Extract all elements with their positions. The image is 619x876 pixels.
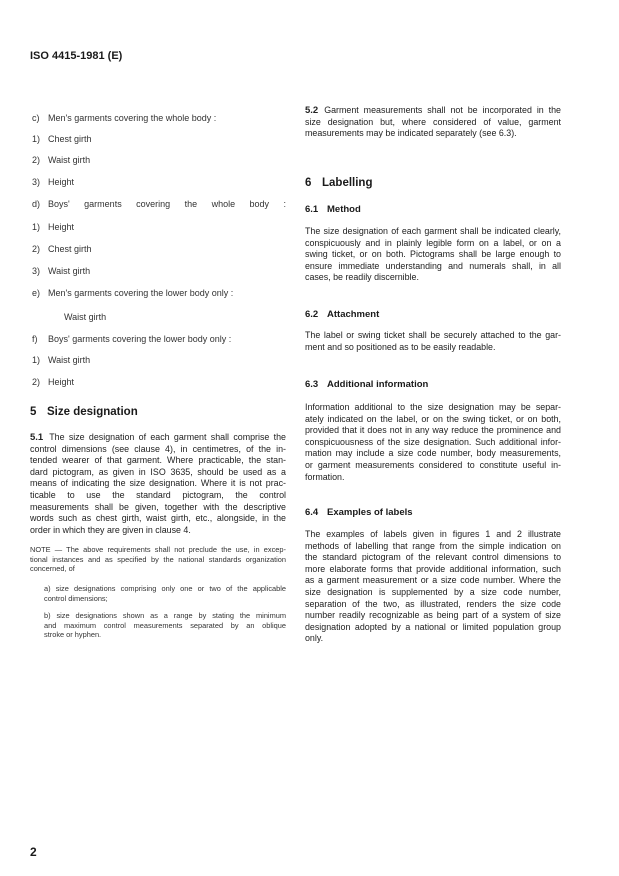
text-line: cases, be readily discernible. bbox=[305, 272, 419, 283]
text-line: tended wearer of that garment. Where practicable, the stan- bbox=[30, 455, 286, 466]
text-line: The size designation of each garment shall be indicated clearly, bbox=[305, 226, 561, 236]
list-item bbox=[64, 312, 106, 322]
text-line: more elaborate forms that provide additional information, such bbox=[305, 563, 561, 574]
text-line: methods of labelling that range from the simple indication on bbox=[305, 540, 561, 551]
text-line: conspicuousness of the size designation. Such additional infor- bbox=[305, 436, 561, 447]
line-text: The size designation of each garment shall comprise the bbox=[49, 432, 286, 442]
list-item-label: e) bbox=[32, 288, 41, 298]
text-line: designation adopted by a national or limited population group bbox=[305, 621, 561, 632]
clause-number: 6.3 bbox=[305, 379, 319, 390]
note bbox=[30, 545, 286, 574]
text-line: concerned, of bbox=[30, 564, 75, 574]
list-item-text: Men's garments covering the lower body only : bbox=[48, 288, 234, 298]
clause-6-1-text bbox=[305, 226, 561, 284]
text-line: only. bbox=[305, 633, 324, 644]
list-item-text: Boys' garments covering the whole body : bbox=[48, 199, 286, 209]
list-item-label: c) bbox=[32, 113, 40, 123]
list-item-label: 2) bbox=[32, 377, 41, 387]
text-line: tional instances and as specified by the national standards organization bbox=[30, 554, 286, 564]
list-item-text: Boys' garments covering the lower body only : bbox=[48, 334, 232, 344]
text-line: b) size designations shown as a range by stating the minimum bbox=[44, 611, 286, 620]
line-text: Garment measurements shall not be incorporated in the bbox=[324, 105, 561, 115]
text-line: conspicuously and in plainly legible form on a label, or on a bbox=[305, 237, 561, 248]
list-item-text: Height bbox=[48, 222, 75, 232]
text-line: NOTE — The above requirements shall not preclude the use, in excep- bbox=[30, 545, 286, 554]
list-item-text: Height bbox=[48, 377, 75, 387]
list-item bbox=[32, 113, 216, 123]
clause-title: Examples of labels bbox=[327, 507, 413, 518]
text-line: provided that it does not in any way reduce the prominence and bbox=[305, 425, 561, 436]
list-item-text: Waist girth bbox=[48, 355, 91, 365]
heading-6-2 bbox=[305, 309, 379, 320]
text-line: number readily recognizable as being part of a system of size bbox=[305, 610, 561, 621]
document-header: ISO 4415-1981 (E) bbox=[30, 50, 123, 62]
clause-title: Method bbox=[327, 204, 361, 215]
text-line bbox=[30, 432, 286, 444]
list-item-text: Waist girth bbox=[48, 155, 91, 165]
list-item bbox=[32, 334, 231, 344]
text-line: ment and so positioned as to be easily readable. bbox=[305, 341, 496, 352]
text-line: The label or swing ticket shall be securely attached to the gar- bbox=[305, 330, 561, 340]
text-line: control dimensions (see clause 4), in centimetres, of the in- bbox=[30, 443, 286, 454]
list-item bbox=[32, 288, 233, 298]
section-5-heading bbox=[30, 406, 138, 418]
text-line: mation may include a size code number, body measurements, bbox=[305, 448, 561, 459]
list-item bbox=[32, 177, 74, 187]
text-line: the standard pictogram of the relevant control dimensions to bbox=[305, 552, 561, 563]
clause-6-3-text bbox=[305, 402, 561, 483]
text-line: size designation but, where considered of value, garment bbox=[305, 116, 561, 127]
text-line: separation of the two, as illustrated, renders the size code bbox=[305, 598, 561, 609]
list-item-label: 1) bbox=[32, 134, 41, 144]
text-line: a) size designations comprising only one or two of the applicable bbox=[44, 584, 286, 593]
list-item bbox=[32, 377, 74, 387]
text-line: The examples of labels given in figures 1 and 2 illustrate bbox=[305, 529, 561, 539]
heading-6-4 bbox=[305, 507, 413, 518]
text-line: dard pictogram, as given in ISO 3635, should be used as a bbox=[30, 466, 286, 477]
clause-6-4-text bbox=[305, 529, 561, 645]
heading-6-3 bbox=[305, 379, 428, 390]
heading-6-1 bbox=[305, 204, 361, 215]
list-item-text: Waist girth bbox=[48, 266, 91, 276]
note-item-a bbox=[44, 584, 286, 603]
text-line: size designation is supplemented by a size code number, bbox=[305, 586, 561, 597]
clause-number: 5.2 bbox=[305, 105, 319, 116]
text-line: as a garment measurement or a size code number. Where the bbox=[305, 575, 561, 586]
clause-5-1 bbox=[30, 432, 286, 536]
text-line: measurements may be indicated separately (see 6.3). bbox=[305, 128, 517, 139]
list-item-label: 1) bbox=[32, 222, 41, 232]
list-item-text: Men's garments covering the whole body : bbox=[48, 113, 217, 123]
text-line: control dimensions; bbox=[44, 593, 108, 603]
list-item-text: Chest girth bbox=[48, 134, 92, 144]
list-item bbox=[32, 355, 90, 365]
list-item-text: Height bbox=[48, 177, 75, 187]
text-line: formation. bbox=[305, 471, 345, 482]
text-line: and maximum control measurements separated by an oblique bbox=[44, 620, 286, 630]
clause-number: 6.4 bbox=[305, 507, 319, 518]
list-item-label: 3) bbox=[32, 177, 41, 187]
text-line: or garment measurements considered to constitute useful in- bbox=[305, 459, 561, 470]
clause-number: 5.1 bbox=[30, 432, 44, 443]
text-line: means of indicating the size designation. Where it is not prac- bbox=[30, 478, 286, 489]
text-line: Information additional to the size designation may be separ- bbox=[305, 402, 561, 412]
list-item bbox=[32, 134, 92, 144]
text-line: stroke or hyphen. bbox=[44, 630, 102, 640]
text-line: ticable to use the standard pictogram, the control bbox=[30, 489, 286, 500]
list-item bbox=[32, 155, 90, 165]
list-item-text: Chest girth bbox=[48, 244, 92, 254]
list-item bbox=[32, 266, 90, 276]
section-6-heading bbox=[305, 177, 372, 189]
text-line: words such as chest girth, waist girth, etc., alongside, in the bbox=[30, 513, 286, 524]
note-item-b bbox=[44, 611, 286, 640]
text-line: order in which they are given in clause 4. bbox=[30, 524, 191, 535]
text-line: ensure immediate understanding and numerals shall, in all bbox=[305, 260, 561, 271]
list-item-label: d) bbox=[32, 199, 41, 209]
list-item-label: 1) bbox=[32, 355, 41, 365]
list-item-label: 2) bbox=[32, 155, 41, 165]
page-number: 2 bbox=[30, 845, 37, 859]
clause-number: 6.1 bbox=[305, 204, 319, 215]
clause-6-2-text bbox=[305, 330, 561, 353]
clause-title: Attachment bbox=[327, 309, 380, 320]
text-line: measurements shall be given, together with the descriptive bbox=[30, 501, 286, 512]
text-line: ately indicated on the label, or on the swing ticket, or on both, bbox=[305, 413, 561, 424]
list-item bbox=[32, 222, 74, 232]
section-number: 6 bbox=[305, 177, 312, 189]
clause-5-2 bbox=[305, 105, 561, 140]
list-item-label: f) bbox=[32, 334, 38, 344]
list-item bbox=[32, 199, 286, 209]
list-item-text: Waist girth bbox=[64, 312, 107, 322]
section-number: 5 bbox=[30, 406, 37, 418]
list-item-label: 3) bbox=[32, 266, 41, 276]
list-item-label: 2) bbox=[32, 244, 41, 254]
text-line: swing ticket, or on both. Pictograms shall be large enough to bbox=[305, 249, 561, 260]
text-line bbox=[305, 105, 561, 117]
section-title: Size designation bbox=[47, 406, 138, 418]
list-item bbox=[32, 244, 92, 254]
section-title: Labelling bbox=[322, 177, 373, 189]
clause-number: 6.2 bbox=[305, 309, 319, 320]
clause-title: Additional information bbox=[327, 379, 429, 390]
